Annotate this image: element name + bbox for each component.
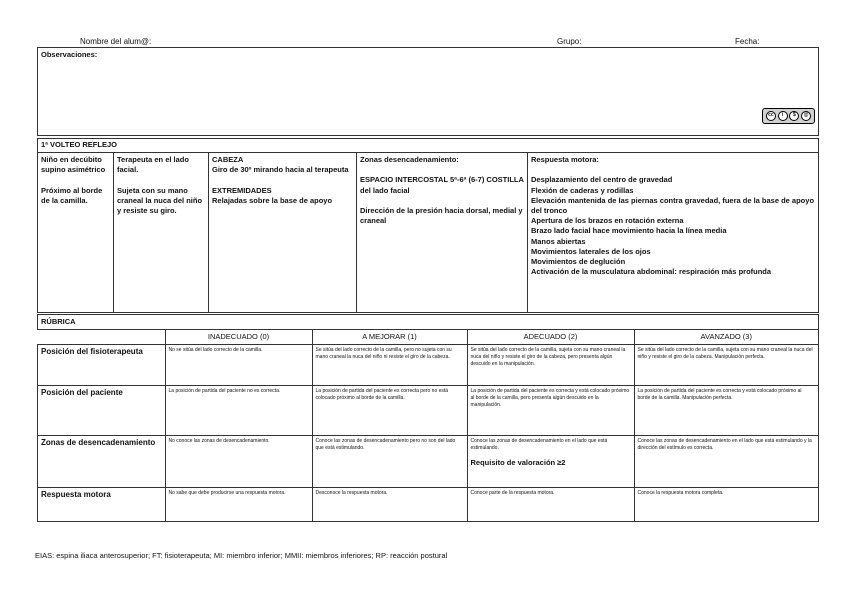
motor-response-item: Desplazamiento del centro de gravedad xyxy=(531,175,673,185)
footnote: EIAS: espina iliaca anterosuperior; FT: fisioterapeuta; MI: miembro inferior; MMII: miembros inferiores; RP: reacción postural xyxy=(35,551,448,560)
position-text: Niño en decúbito supino asimétrico xyxy=(41,155,106,175)
rubric-cell: La posición de partida del paciente es correcta y está colocado próximo al borde de la camilla. Manipulación perfecta. xyxy=(634,386,819,436)
rubric-cell: La posición de partida del paciente es correcta y está colocado próximo al borde de la camilla, pero presenta algún descuido en la manipulación. xyxy=(467,386,634,436)
rubric-cell: La posición de partida del paciente es correcta pero no está colocado próximo al borde de la camilla. xyxy=(312,386,467,436)
group-label: Grupo: xyxy=(557,37,582,46)
level-header: INADECUADO (0) xyxy=(165,330,312,345)
motor-response-title: Respuesta motora: xyxy=(531,155,599,165)
section-title: 1ª VOLTEO REFLEJO xyxy=(38,139,819,153)
motor-response-item: Brazo lado facial hace movimiento hacia la línea media xyxy=(531,226,727,236)
limbs-text: Relajadas sobre la base de apoyo xyxy=(212,195,333,205)
motor-response-item: Movimientos laterales de los ojos xyxy=(531,246,651,256)
motor-response-column xyxy=(528,153,819,313)
level-header: ADECUADO (2) xyxy=(467,330,634,345)
position-edge-text: Próximo al borde de la camilla. xyxy=(41,185,103,205)
rubric-row-label: Respuesta motora xyxy=(38,488,166,522)
rubric-cell: No sabe que debe producirse una respuesta motora. xyxy=(165,488,312,522)
requirement-note: Requisito de valoración ≥2 xyxy=(470,458,566,468)
motor-response-item: Activación de la musculatura abdominal: respiración más profunda xyxy=(531,267,772,277)
head-title: CABEZA xyxy=(212,155,244,165)
rubric-cell: No se sitúa del lado correcto de la camilla. xyxy=(165,345,312,386)
student-name-label: Nombre del alum@: xyxy=(80,37,152,46)
motor-response-item: Elevación mantenida de las piernas contra gravedad, fuera de la base de apoyo del tronco xyxy=(531,195,815,216)
observations-box xyxy=(37,47,819,136)
rubric-cell: La posición de partida del paciente no es correcta. xyxy=(165,386,312,436)
date-label: Fecha: xyxy=(735,37,760,46)
rubric-cell: No conoce las zonas de desencadenamiento. xyxy=(165,436,312,488)
rubric-row-label: Zonas de desencadenamiento xyxy=(38,436,166,488)
rubric-cell-text: Conoce las zonas de desencadenamiento en el lado que está estimulando. xyxy=(470,438,608,452)
cc-by-nc-sa-icon: cc i $ @ xyxy=(762,108,815,124)
rubric-cell: Conoce las zonas de desencadenamiento pero no son del lado que está estimulando. xyxy=(312,436,467,488)
head-text: Giro de 30º mirando hacia al terapeuta xyxy=(212,165,349,175)
level-header: AVANZADO (3) xyxy=(634,330,819,345)
rubric-cell: Desconoce la respuesta motora. xyxy=(312,488,467,522)
zones-direction-text: Dirección de la presión hacia dorsal, medial y craneal xyxy=(360,205,523,226)
zones-text: ESPACIO INTERCOSTAL 5ª-6ª (6-7) COSTILLA del lado facial xyxy=(360,175,524,195)
limbs-title: EXTREMIDADES xyxy=(212,185,272,195)
rubric-cell: Conoce las zonas de desencadenamiento en el lado que está estimulando y la dirección del estímulo es correcta. xyxy=(634,436,819,488)
observations-cell xyxy=(38,48,819,136)
level-header: A MEJORAR (1) xyxy=(312,330,467,345)
section-table xyxy=(37,138,819,313)
rubric-cell xyxy=(467,436,634,488)
therapist-grip-text: Sujeta con su mano craneal la nuca del niño y resiste su giro. xyxy=(117,185,203,216)
zones-title: Zonas desencadenamiento: xyxy=(360,155,459,165)
position-column xyxy=(38,153,114,313)
rubric-title: RÚBRICA xyxy=(38,315,819,330)
posture-column xyxy=(209,153,357,313)
rubric-cell: Se sitúa del lado correcto de la camilla, sujeta con su mano craneal la nuca del niño y resiste el giro de la cabeza. Manipulación perfecta. xyxy=(634,345,819,386)
therapist-column xyxy=(114,153,209,313)
rubric-row-label: Posición del paciente xyxy=(38,386,166,436)
motor-response-item: Apertura de los brazos en rotación externa xyxy=(531,216,684,226)
rubric-table xyxy=(37,314,819,522)
rubric-cell: Se sitúa del lado correcto de la camilla, sujeta con su mano craneal la nuca del niño y resiste el giro de la cabeza, pero presenta algún descuido en la manipulación. xyxy=(467,345,634,386)
motor-response-item: Manos abiertas xyxy=(531,236,586,246)
rubric-cell: Conoce la respuesta motora completa. xyxy=(634,488,819,522)
therapist-side-text: Terapeuta en el lado facial. xyxy=(117,155,189,175)
rubric-cell: Conoce parte de la respuesta motora. xyxy=(467,488,634,522)
rubric-cell: Se sitúa del lado correcto de la camilla, pero no sujeta con su mano craneal la nuca del niño ni resiste el giro de la cabeza. xyxy=(312,345,467,386)
motor-response-item: Movimientos de deglución xyxy=(531,257,626,267)
observations-label: Observaciones: xyxy=(41,50,98,59)
zones-column xyxy=(357,153,528,313)
rubric-row-label: Posición del fisioterapeuta xyxy=(38,345,166,386)
rubric-corner xyxy=(38,330,166,345)
motor-response-item: Flexión de caderas y rodillas xyxy=(531,185,634,195)
